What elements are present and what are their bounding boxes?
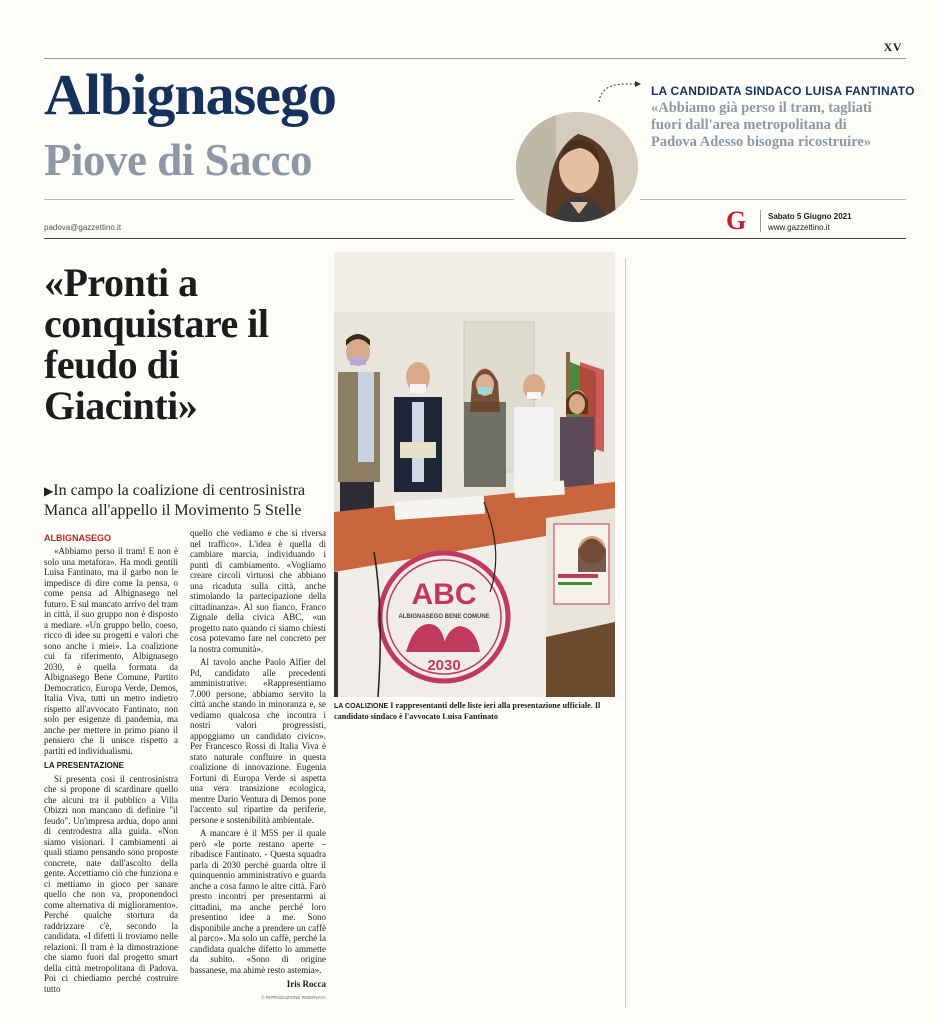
logo-divider — [760, 210, 761, 232]
section-label: LA PRESENTAZIONE — [44, 761, 125, 770]
page-number: XV — [883, 40, 902, 54]
article-column-2 — [190, 528, 326, 1003]
banner-text: ALBIGNASEGO BENE COMUNE — [398, 614, 490, 620]
top-rule — [44, 58, 906, 59]
paragraph: Al tavolo anche Paolo Alfier del Pd, candidato alle precedenti amministrative: «Rappresentiamo 7.000 persone, abbiamo servito la città anche stando in minoranza e, se vediamo qualcosa che incontra i nostri valori progressisti, appoggiamo un candidato civico». Per Francesco Rossi di Italia Viva è stato naturale confluire in questa coalizione di innovazione. Eugenia Fortuni di Europa Verde si aspetta una vera transizione ecologica, mentre Dario Ventura di Demos pone l'accento sul ripartire da periferie, persone e sostenibilità ambientale. — [190, 657, 326, 825]
section-title: Albignasego — [44, 62, 336, 127]
caption-text: I rappresentanti delle liste ieri alla presentazione ufficiale. Il candidato sindaco è l'avvocato Luisa Fantinato — [334, 701, 601, 721]
place-tag: ALBIGNASEGO — [44, 533, 112, 543]
article-column-1 — [44, 546, 178, 997]
author: Iris Rocca — [286, 979, 326, 989]
paragraph: A mancare è il M5S per il quale però «le porte restano aperte – ribadisce Fantinato. - Questa squadra parla di 2030 perché guarda oltre il quinquennio amministrativo e guarda anche a cosa fanno le altre città. Farò presto incontri per presentarmi ai cittadini, ma anche perché loro presentino idee a me. Sono disponibile anche a prendere un caffè al parco». Ma solo un caffè, perché la candidata qualche difetto lo ammette da subito. «Sono di origine bassanese, ma ahimè resto astemia». — [190, 828, 326, 975]
section-subtitle: Piove di Sacco — [44, 135, 312, 185]
paragraph: quello che vediamo e che si riversa nel traffico». L'idea è quella di cambiare marcia, individuando i punti di cambiamento. «Vogliamo creare circoli virtuosi che abbiano una ricaduta sulla città, anche stimolando la partecipazione della cittadinanza». Al suo fianco, Franco Zignale della civica ABC, «un progetto nato quando ci siamo chiesti cosa potevamo fare nel concreto per la nostra comunità». — [190, 528, 326, 654]
header-rule-left — [44, 199, 514, 200]
banner-year: 2030 — [427, 657, 461, 674]
coalition-photo — [334, 252, 615, 697]
subhead — [44, 481, 334, 520]
publication-date: Sabato 5 Giugno 2021 — [768, 212, 852, 221]
header-rule-right — [640, 199, 906, 200]
banner-brand: ABC — [411, 578, 477, 611]
pointer-arrow — [595, 80, 645, 104]
website: www.gazzettino.it — [768, 223, 830, 232]
paragraph: «Abbiamo perso il tram! E non è solo una metafora». Ha modi gentili Luisa Fantinato, ma il garbo non le impedisce di dire come la pensa, o come pensa ad Albignasego nel futuro. E sul mancato arrivo del tram in città, il suo gruppo non è disposto a mediare. «Un gruppo bello, coeso, ricco di idee su progetti e valori che sono anche i miei». La coalizione cui fa riferimento, Albignasego 2030, è quella formata da Albignasego Bene Comune, Partito Democratico, Europa Verde, Demos, Italia Viva, tutti un metro indietro rispetto all'avvocato Fantinato, non solo per esigenze di pandemia, ma anche per mettere in primo piano il pensiero che li unisce rispetto a partiti ed individualismi. — [44, 546, 178, 756]
subhead-arrow-icon: ▶ — [44, 484, 54, 498]
teaser-quote: «Abbiamo già perso il tram, tagliati fuori dall'area metropolitana di Padova Adesso bisogna ricostruire» — [651, 100, 872, 150]
column-divider — [625, 258, 626, 1008]
paragraph: Si presenta così il centrosinistra che si propone di scardinare quello che alcuni tra il pubblico a Villa Obizzi non mancano di definire "il feudo". Un'impresa ardua, dopo anni di centrodestra alla guida. «Non siamo visionari. I cambiamenti ai quali stiamo pensando sono proposte concrete, nate dall'ascolto della gente. Accettiamo ciò che funziona e ci mettiamo in gioco per sanare quello che non va, proponendoci come alternativa di miglioramento». Perché qualche stortura da raddrizzare c'è, secondo la candidata. «I difetti li troviamo nelle relazioni. Il tram è la dimostrazione che siamo fuori dal progetto smart della città metropolitana di Padova. Poi ci chiediamo perché costruire tutto — [44, 773, 178, 994]
email: padova@gazzettino.it — [44, 223, 122, 232]
candidate-portrait — [516, 112, 638, 222]
headline: «Pronti a conquistare il feudo di Giacinti» — [44, 260, 269, 428]
copyright: © RIPRODUZIONE RISERVATA — [261, 994, 326, 1000]
header-bottom-rule — [44, 238, 906, 239]
photo-caption — [334, 701, 615, 722]
caption-lead: LA COALIZIONE — [334, 703, 389, 710]
teaser-kicker: LA CANDIDATA SINDACO LUISA FANTINATO — [651, 84, 915, 98]
subhead-text: In campo la coalizione di centrosinistra Manca all'appello il Movimento 5 Stelle — [44, 482, 306, 519]
gazzettino-logo: G — [726, 206, 747, 235]
